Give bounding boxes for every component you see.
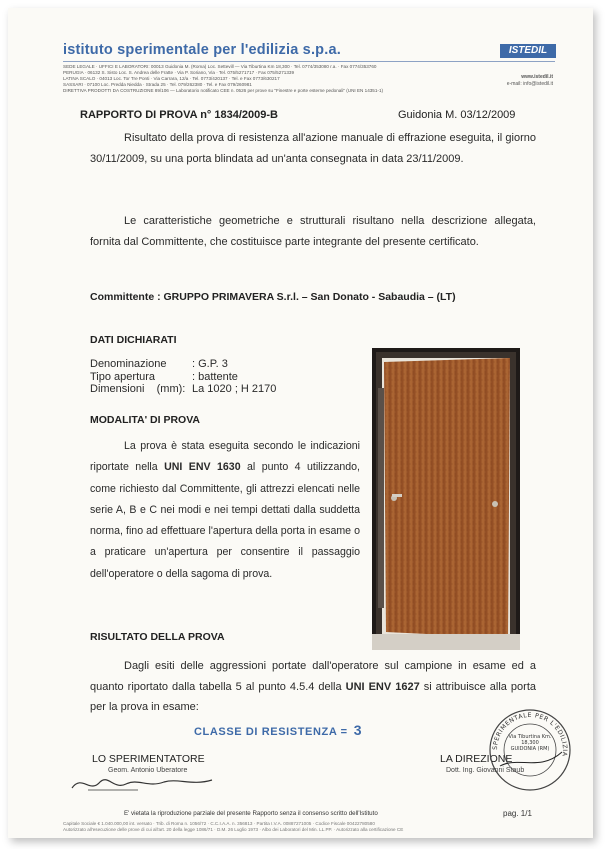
website: www.istedil.it	[521, 74, 553, 80]
header-rule	[63, 61, 555, 62]
address-line-4: SASSARI · 07100 Loc. Predda Niedda · Strada 25 · Tel. 079/262380 · Tel. e Fax 079/260981	[63, 82, 252, 87]
address-line-5: DIRETTIVA PRODOTTI DA COSTRUZIONE 89/106 — Laboratorio notificato CEE n. 0526 per prove su "Finestre e porte esterne pedonali" (UNI EN 14351-1)	[63, 88, 384, 93]
modalita-heading: MODALITA' DI PROVA	[90, 414, 201, 426]
stamp-inner-text: Via Tiburtina Km. 18,300 GUIDONIA (RM)	[508, 734, 552, 752]
door-leaf	[384, 358, 510, 638]
footer-line-1: Capitale Sociale € 1.040.000,00 int. versato · Trib. di Roma n. 1056/72 · C.C.I.A.A. n. 356813 · Partita I.V.A. 00887271005 · Codice Fiscale 00422780580	[63, 821, 375, 826]
intro-p1-text: Risultato della prova di resistenza all'azione manuale di effrazione eseguita, il giorno 30/11/2009, su una porta blindata ad un'anta consegnata in data 23/11/2009.	[90, 132, 536, 165]
dati-row: Tipo apertura : battente	[90, 370, 238, 383]
email: e-mail: info@istedil.it	[506, 81, 553, 87]
report-title: RAPPORTO DI PROVA n° 1834/2009-B	[80, 109, 278, 121]
dati-row: Dimensioni (mm): La 1020 ; H 2170	[90, 383, 277, 395]
institute-name: istituto sperimentale per l'edilizia s.p.a.	[63, 42, 341, 58]
report-place-date: Guidonia M. 03/12/2009	[398, 109, 516, 121]
address-line-1: SEDE LEGALE · UFFICI E LABORATORI: 00013 Guidonia M. (Roma) Loc. Settevill — Via Tiburtina Km 18,300 · Tel. 0774/353080 r.a. · Fax 0774/353760	[63, 64, 377, 69]
intro-paragraph-2	[90, 211, 536, 253]
door-photo	[372, 348, 520, 650]
risultato-heading: RISULTATO DELLA PROVA	[90, 631, 225, 643]
svg-text:SPERIMENTALE PER L'EDILIZIA: SPERIMENTALE PER L'EDILIZIA	[491, 711, 569, 758]
classe-label: CLASSE DI RESISTENZA =	[194, 726, 348, 738]
signature-left	[68, 772, 218, 796]
sperimentatore-title: LO SPERIMENTATORE	[92, 753, 205, 765]
address-line-3: LATINA SCALO · 04013 Loc. Tor Tre Ponti · Via Carrara, 12/a · Tel. 0773/420137 · Tel. e Fax 0773/630217	[63, 76, 280, 81]
sperimentatore-name: Geom. Antonio Uberatore	[108, 767, 188, 774]
direzione-title: LA DIREZIONE	[440, 753, 513, 765]
risultato-paragraph: Dagli esiti delle aggressioni portate dall'operatore sul campione in esame ed a quanto riportato dalla tabella 5 al punto 4.5.4 della UNI ENV 1627 si attribuisce alla porta per la prova in esame:	[90, 660, 536, 713]
direzione-name: Dott. Ing. Giovanni Staub	[446, 767, 525, 774]
dati-table	[90, 358, 276, 396]
address-line-2: PERUGIA · 06132 S. Sisto Loc. S. Andrea delle Fratte · Via P. Soriano, Via · Tel. 075/5271717 · Fax 075/5271339	[63, 70, 295, 75]
committente: Committente : GRUPPO PRIMAVERA S.r.l. – San Donato - Sabaudia – (LT)	[90, 291, 456, 303]
classe-value: 3	[353, 722, 363, 738]
official-stamp	[488, 708, 572, 792]
dati-row: Denominazione : G.P. 3	[90, 358, 228, 370]
dati-heading: DATI DICHIARATI	[90, 334, 177, 346]
istedil-logo: ISTEDIL	[500, 44, 556, 58]
document-sheet	[8, 8, 593, 838]
classe-resistenza	[194, 722, 362, 738]
intro-paragraph-1	[90, 128, 536, 170]
norm-1627: UNI ENV 1627	[345, 680, 420, 693]
footer-line-2: Autorizzato all'esecuzione delle prove di cui all'art. 20 della legge 1086/71 · D.M. 26 Luglio 1973 · Albo dei Laboratori del Min. LL.PP. · Autorizzato alla certificazione CE	[63, 827, 404, 832]
modalita-paragraph: La prova è stata eseguita secondo le indicazioni riportate nella UNI ENV 1630 al punto 4 utilizzando, come richiesto dal Committente, gli attrezzi elencati nelle serie A, B e C nei modi e nei tempi dettati dalla suddetta norma, fino ad effettuare l'apertura della porta in esame o a praticare un'apertura per consentire il passaggio dell'operatore o della sagoma di prova.	[90, 440, 360, 580]
intro-p2-text: Le caratteristiche geometriche e strutturali risultano nella descrizione allegata, fornita dal Committente, che costituisce parte integrante del presente certificato.	[90, 215, 536, 248]
footer-note: E' vietata la riproduzione parziale del presente Rapporto senza il consenso scritto dell'Istituto	[124, 810, 378, 817]
page-number: pag. 1/1	[503, 809, 532, 818]
norm-1630: UNI ENV 1630	[164, 461, 241, 474]
